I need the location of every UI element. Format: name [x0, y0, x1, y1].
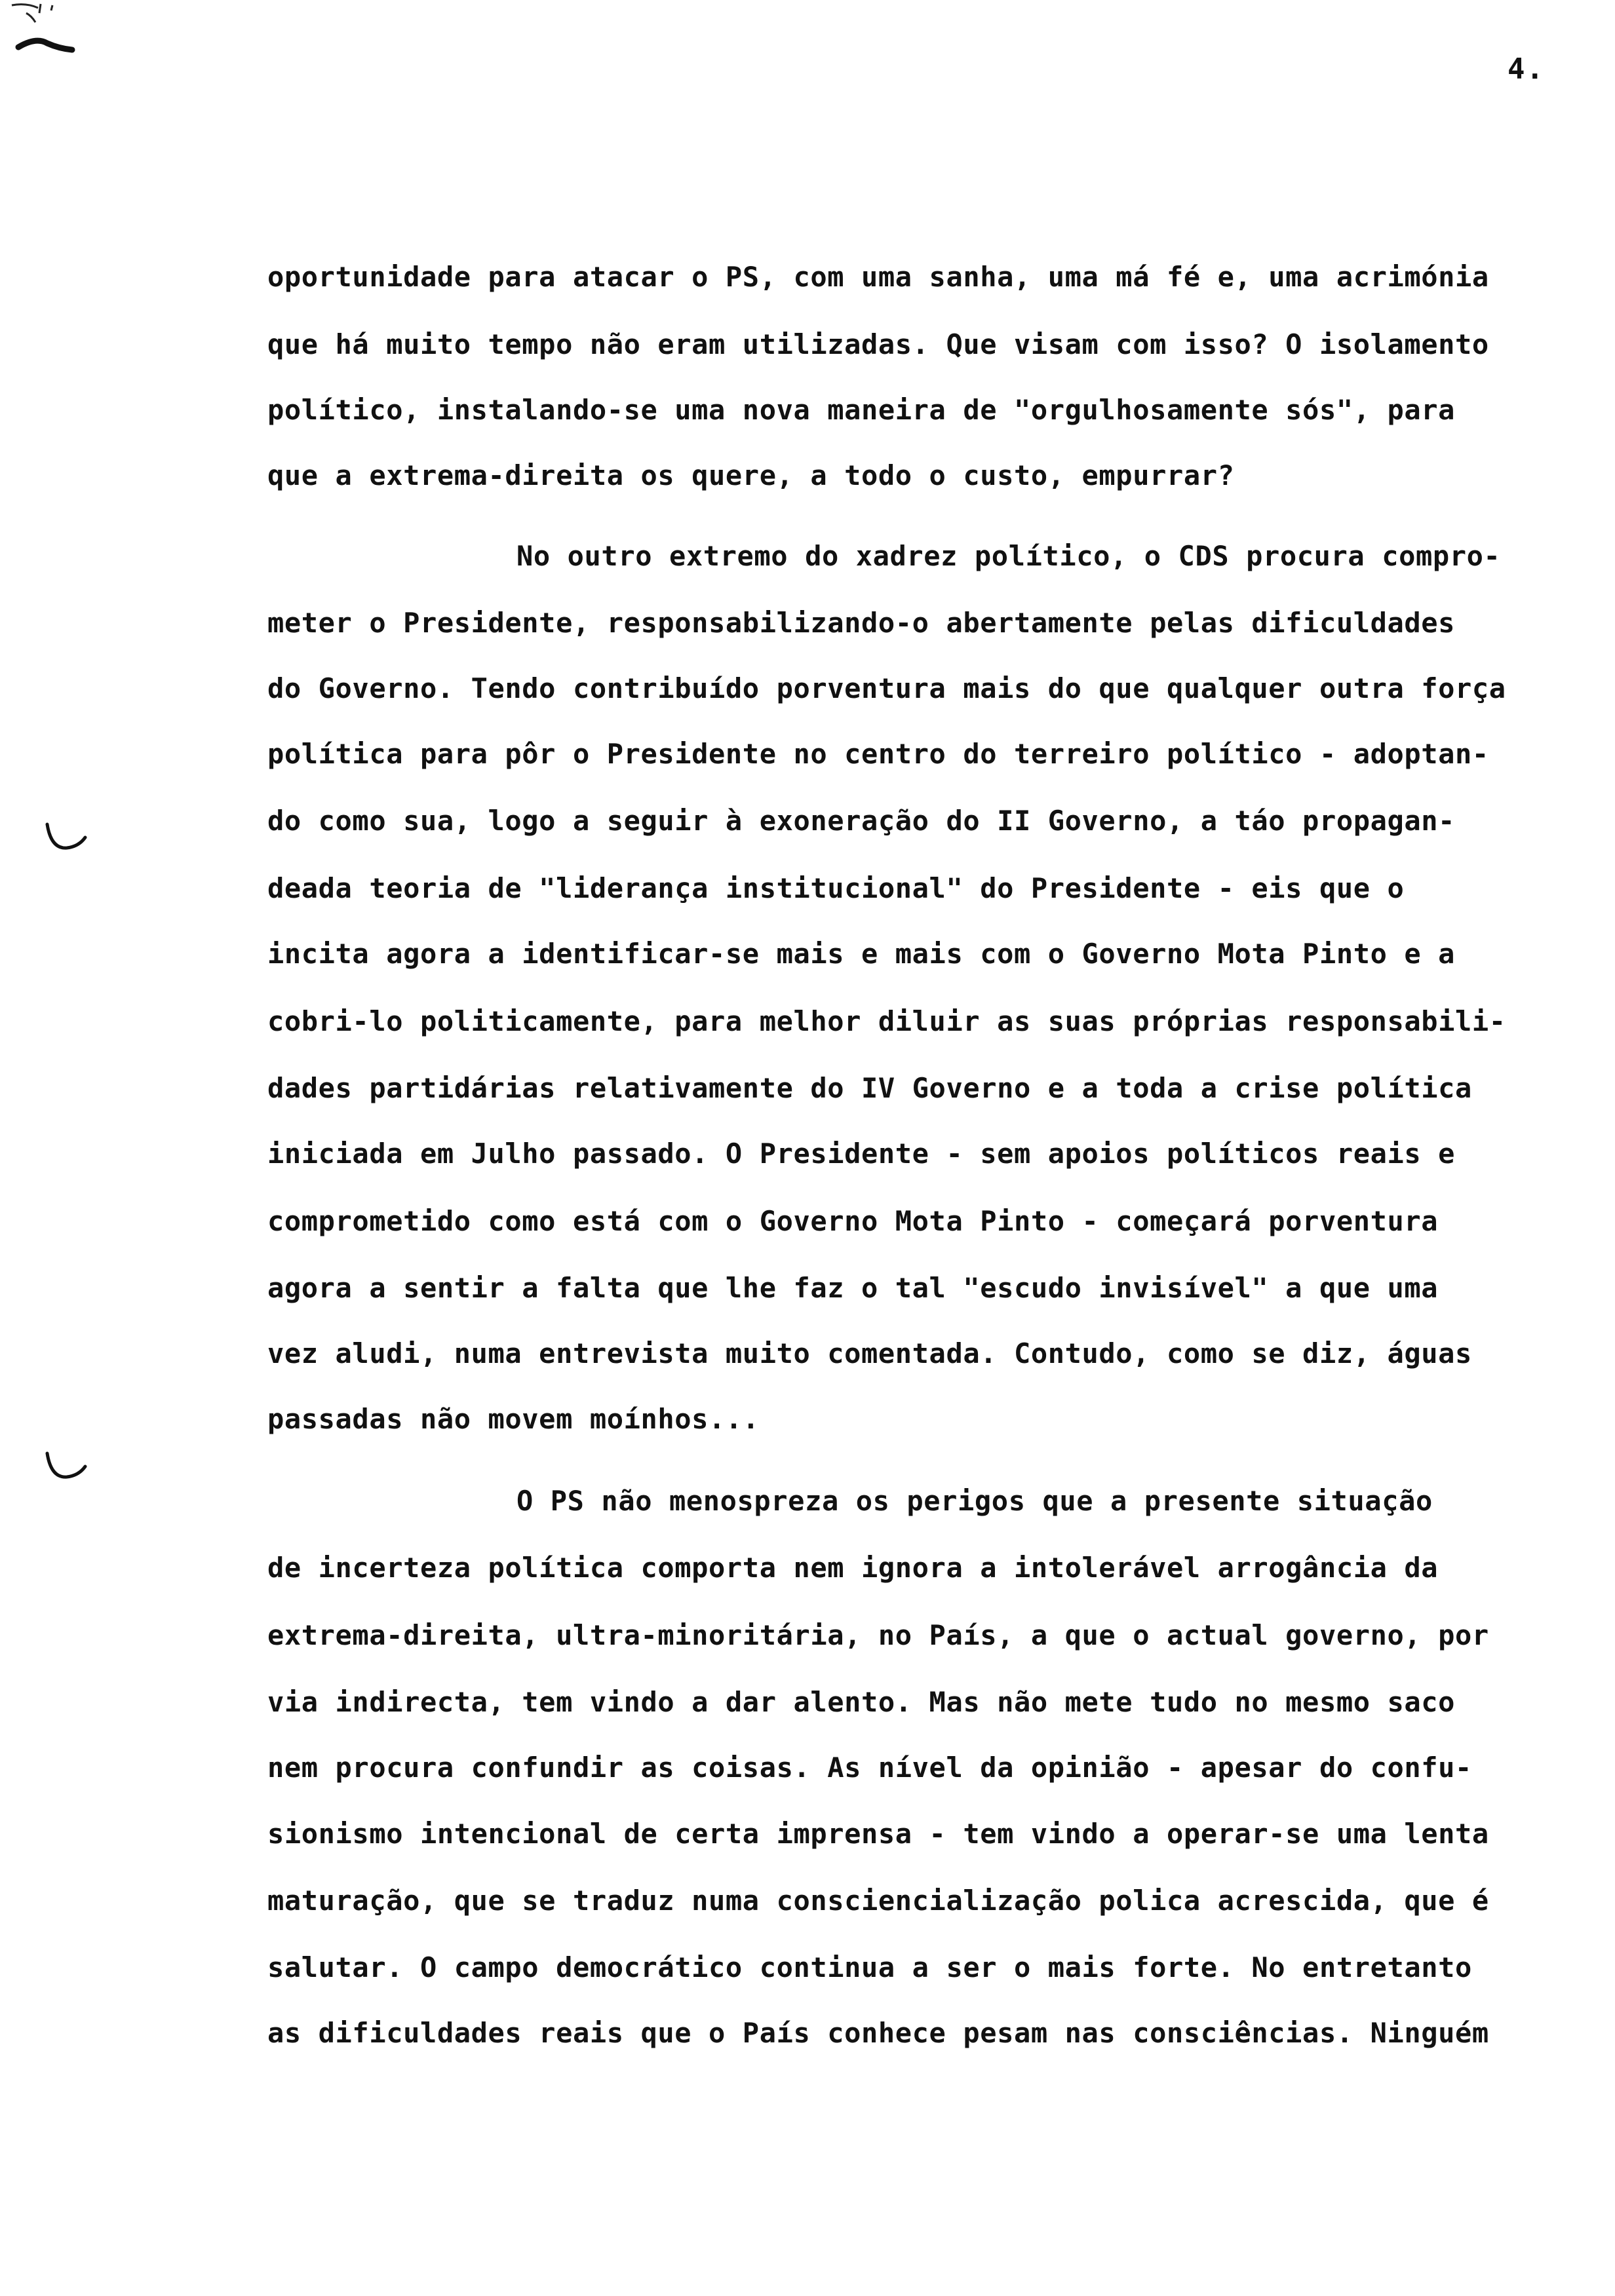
- text-line: nem procura confundir as coisas. As nível da opinião - apesar do confu-: [267, 1751, 1472, 1784]
- text-line: político, instalando-se uma nova maneira de "orgulhosamente sós", para: [267, 394, 1456, 426]
- handwritten-corner-mark: [7, 0, 79, 72]
- text-line: salutar. O campo democrático continua a ser o mais forte. No entretanto: [267, 1951, 1472, 1983]
- text-line: as dificuldades reais que o País conhece pesam nas consciências. Ninguém: [267, 2017, 1489, 2049]
- text-line: sionismo intencional de certa imprensa - tem vindo a operar-se uma lenta: [267, 1818, 1489, 1850]
- text-line: maturação, que se traduz numa consciencialização polica acrescida, que é: [267, 1885, 1489, 1917]
- text-line: meter o Presidente, responsabilizando-o abertamente pelas dificuldades: [267, 607, 1456, 639]
- text-line: cobri-lo politicamente, para melhor diluir as suas próprias responsabili-: [267, 1005, 1506, 1037]
- page-number: 4.: [1508, 52, 1545, 86]
- text-line: deada teoria de "liderança institucional" do Presidente - eis que o: [267, 872, 1405, 904]
- text-line: do Governo. Tendo contribuído porventura mais do que qualquer outra força: [267, 672, 1506, 704]
- paragraph-first-line: No outro extremo do xadrez político, o CDS procura compro-: [516, 540, 1501, 572]
- text-line: de incerteza política comporta nem ignora a intolerável arrogância da: [267, 1552, 1439, 1584]
- paragraph-first-line: O PS não menospreza os perigos que a presente situação: [516, 1485, 1433, 1517]
- binder-hole-mark: [45, 1448, 90, 1487]
- text-line: passadas não movem moínhos...: [267, 1403, 760, 1435]
- text-line: extrema-direita, ultra-minoritária, no País, a que o actual governo, por: [267, 1619, 1489, 1651]
- text-line: dades partidárias relativamente do IV Governo e a toda a crise política: [267, 1072, 1472, 1104]
- text-line: comprometido como está com o Governo Mota Pinto - começará porventura: [267, 1205, 1439, 1237]
- text-line: iniciada em Julho passado. O Presidente - sem apoios políticos reais e: [267, 1138, 1456, 1170]
- text-line: política para pôr o Presidente no centro do terreiro político - adoptan-: [267, 738, 1489, 770]
- text-line: que a extrema-direita os quere, a todo o custo, empurrar?: [267, 459, 1235, 491]
- text-line: do como sua, logo a seguir à exoneração do II Governo, a táo propagan-: [267, 805, 1456, 837]
- text-line: que há muito tempo não eram utilizadas. Que visam com isso? O isolamento: [267, 328, 1489, 360]
- binder-hole-mark: [45, 819, 90, 858]
- text-line: via indirecta, tem vindo a dar alento. Mas não mete tudo no mesmo saco: [267, 1686, 1456, 1718]
- text-line: oportunidade para atacar o PS, com uma sanha, uma má fé e, uma acrimónia: [267, 261, 1489, 293]
- text-line: agora a sentir a falta que lhe faz o tal "escudo invisível" a que uma: [267, 1272, 1439, 1304]
- text-line: vez aludi, numa entrevista muito comentada. Contudo, como se diz, águas: [267, 1337, 1472, 1369]
- text-line: incita agora a identificar-se mais e mais com o Governo Mota Pinto e a: [267, 938, 1456, 970]
